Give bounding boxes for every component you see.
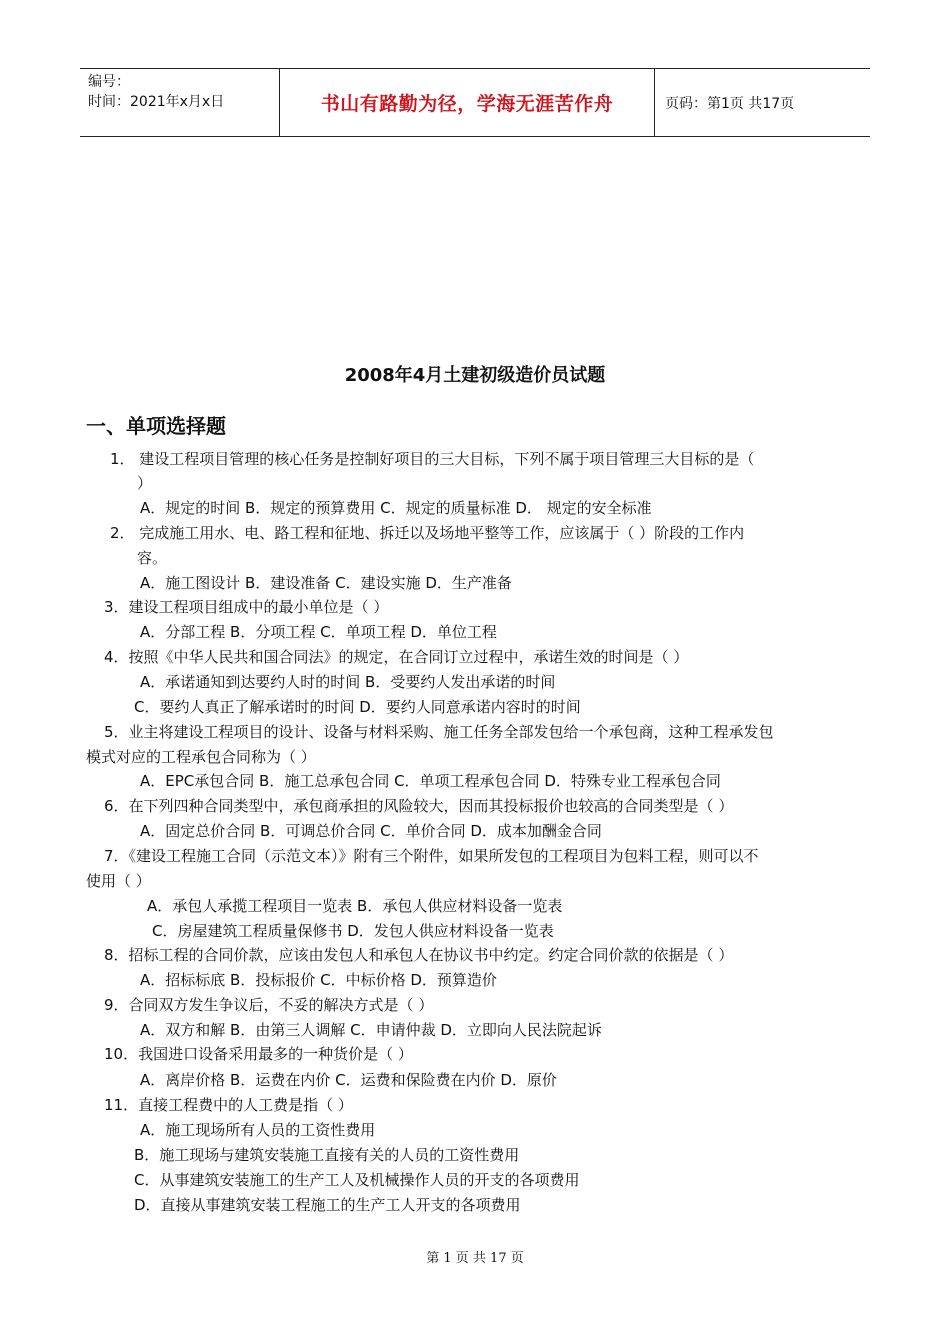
header-left-cell (80, 69, 280, 136)
option-line: A．固定总价合同 B．可调总价合同 C．单价合同 D．成本加酬金合同 (140, 822, 602, 840)
option-line: C．从事建筑安装施工的生产工人及机械操作人员的开支的各项费用 (134, 1171, 580, 1189)
option-line: A．承诺通知到达要约人时的时间 B．受要约人发出承诺的时间 (140, 673, 556, 691)
question-line: 8．招标工程的合同价款，应该由发包人和承包人在协议书中约定。约定合同价款的依据是（ ） (104, 946, 734, 964)
question-line: 使用（ ） (86, 872, 151, 890)
option-line: A．双方和解 B．由第三人调解 C．申请仲裁 D．立即向人民法院起诉 (140, 1021, 602, 1039)
page-footer: 第 1 页 共 17 页 (426, 1251, 524, 1266)
question-line: 3．建设工程项目组成中的最小单位是（ ） (104, 598, 389, 616)
question-line: 模式对应的工程承包合同称为（ ） (86, 748, 316, 766)
question-line: 5．业主将建设工程项目的设计、设备与材料采购、施工任务全部发包给一个承包商，这种工程承发包 (104, 723, 774, 741)
option-line: A．施工图设计 B．建设准备 C．建设实施 D．生产准备 (140, 574, 512, 592)
question-line: 11．直接工程费中的人工费是指（ ） (104, 1096, 353, 1114)
question-line: 1． 建设工程项目管理的核心任务是控制好项目的三大目标，下列不属于项目管理三大目标的是（ (110, 450, 755, 468)
question-line: ） (137, 474, 153, 492)
question-line: 4．按照《中华人民共和国合同法》的规定，在合同订立过程中，承诺生效的时间是（ ） (104, 648, 689, 666)
document-title: 2008年4月土建初级造价员试题 (344, 365, 606, 386)
option-line: A．规定的时间 B．规定的预算费用 C．规定的质量标准 D． 规定的安全标准 (140, 499, 652, 517)
question-line: 容。 (137, 549, 168, 567)
option-line: A．EPC承包合同 B．施工总承包合同 C．单项工程承包合同 D．特殊专业工程承包合同 (140, 772, 721, 790)
header-table (80, 68, 870, 137)
option-line: B．施工现场与建筑安装施工直接有关的人员的工资性费用 (134, 1146, 520, 1164)
question-line: 9．合同双方发生争议后，不妥的解决方式是（ ） (104, 996, 434, 1014)
option-line: A．施工现场所有人员的工资性费用 (140, 1121, 376, 1139)
option-line: A．离岸价格 B．运费在内价 C．运费和保险费在内价 D．原价 (140, 1071, 557, 1089)
question-line: 10．我国进口设备采用最多的一种货价是（ ） (104, 1045, 413, 1063)
option-line: A．承包人承揽工程项目一览表 B．承包人供应材料设备一览表 (147, 897, 563, 915)
option-line: A．分部工程 B．分项工程 C．单项工程 D．单位工程 (140, 623, 497, 641)
question-line: 2． 完成施工用水、电、路工程和征地、拆迁以及场地平整等工作，应该属于（ ）阶段的工作内 (110, 524, 745, 542)
question-line: 7．《建设工程施工合同（示范文本）》附有三个附件，如果所发包的工程项目为包料工程，则可以不 (104, 847, 759, 865)
motto: 书山有路勤为径，学海无涯苦作舟 (280, 69, 655, 136)
option-line: C．要约人真正了解承诺时的时间 D．要约人同意承诺内容时的时间 (134, 698, 581, 716)
page-info: 页码：第1页 共17页 (665, 95, 795, 112)
section-title: 一、单项选择题 (86, 414, 226, 438)
date-line: 时间：2021年x月x日 (88, 94, 225, 110)
option-line: A．招标标底 B．投标报价 C．中标价格 D．预算造价 (140, 971, 497, 989)
question-line: 6．在下列四种合同类型中，承包商承担的风险较大，因而其投标报价也较高的合同类型是（ ） (104, 797, 734, 815)
number-label: 编号： (88, 74, 130, 90)
option-line: C．房屋建筑工程质量保修书 D．发包人供应材料设备一览表 (152, 922, 554, 940)
option-line: D．直接从事建筑安装工程施工的生产工人开支的各项费用 (134, 1196, 521, 1214)
